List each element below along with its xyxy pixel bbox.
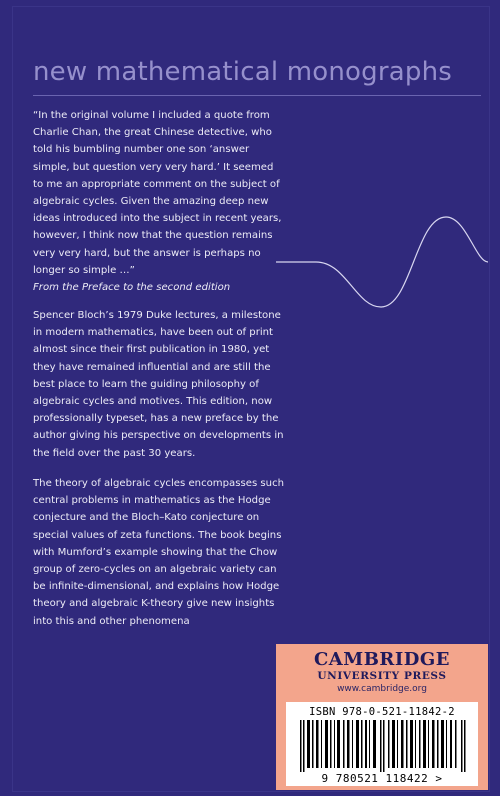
isbn-label: ISBN 978-0-521-11842-2 [309, 706, 455, 718]
description-paragraph-2: The theory of algebraic cycles encompasses such central problems in mathematics as the Hodge conjecture and the Bloch–Kato conjecture on special values of zeta functions. The book begins with Mumford’s example showing that the Chow group of zero-cycles on an algebraic variety can be infinite-dimensional, and explains how Hodge theory and algebraic K-theory give new insights into this and other phenomena [33, 478, 285, 627]
barcode-box [286, 702, 478, 786]
title-rule [33, 95, 481, 96]
preface-quote [33, 107, 283, 296]
sine-wave-curve [276, 217, 488, 307]
sine-wave-graphic [276, 192, 488, 332]
series-title: new mathematical monographs [33, 57, 453, 87]
description-paragraph-1: Spencer Bloch’s 1979 Duke lectures, a milestone in modern mathematics, have been out of print almost since their first publication in 1980, yet they have remained influential and are still the best place to learn the guiding philosophy of algebraic cycles and motives. This edition, now professionally typeset, has a new preface by the author giving his perspective on developments in the field over the past 30 years. [33, 310, 284, 459]
publisher-panel [276, 644, 488, 790]
publisher-logo-text [276, 650, 488, 695]
quote-source: From the Preface to the second edition [33, 282, 231, 294]
barcode-digits: 9 780521 118422 > [321, 772, 443, 785]
publisher-website: www.cambridge.org [337, 684, 427, 694]
publisher-name: CAMBRIDGE [313, 649, 450, 670]
quote-text: “In the original volume I included a quote from Charlie Chan, the great Chinese detective, who told his bumbling number one son ‘answer simple, but question very very hard.’ It seemed to me an appropriate comment on the subject of algebraic cycles. Given the amazing deep new ideas introduced into the subject in recent years, however, I think now that the question remains very very hard, but the answer is perhaps no longer so simple …” [33, 110, 282, 276]
publisher-subname: UNIVERSITY PRESS [317, 670, 447, 682]
barcode-icon [298, 720, 470, 772]
